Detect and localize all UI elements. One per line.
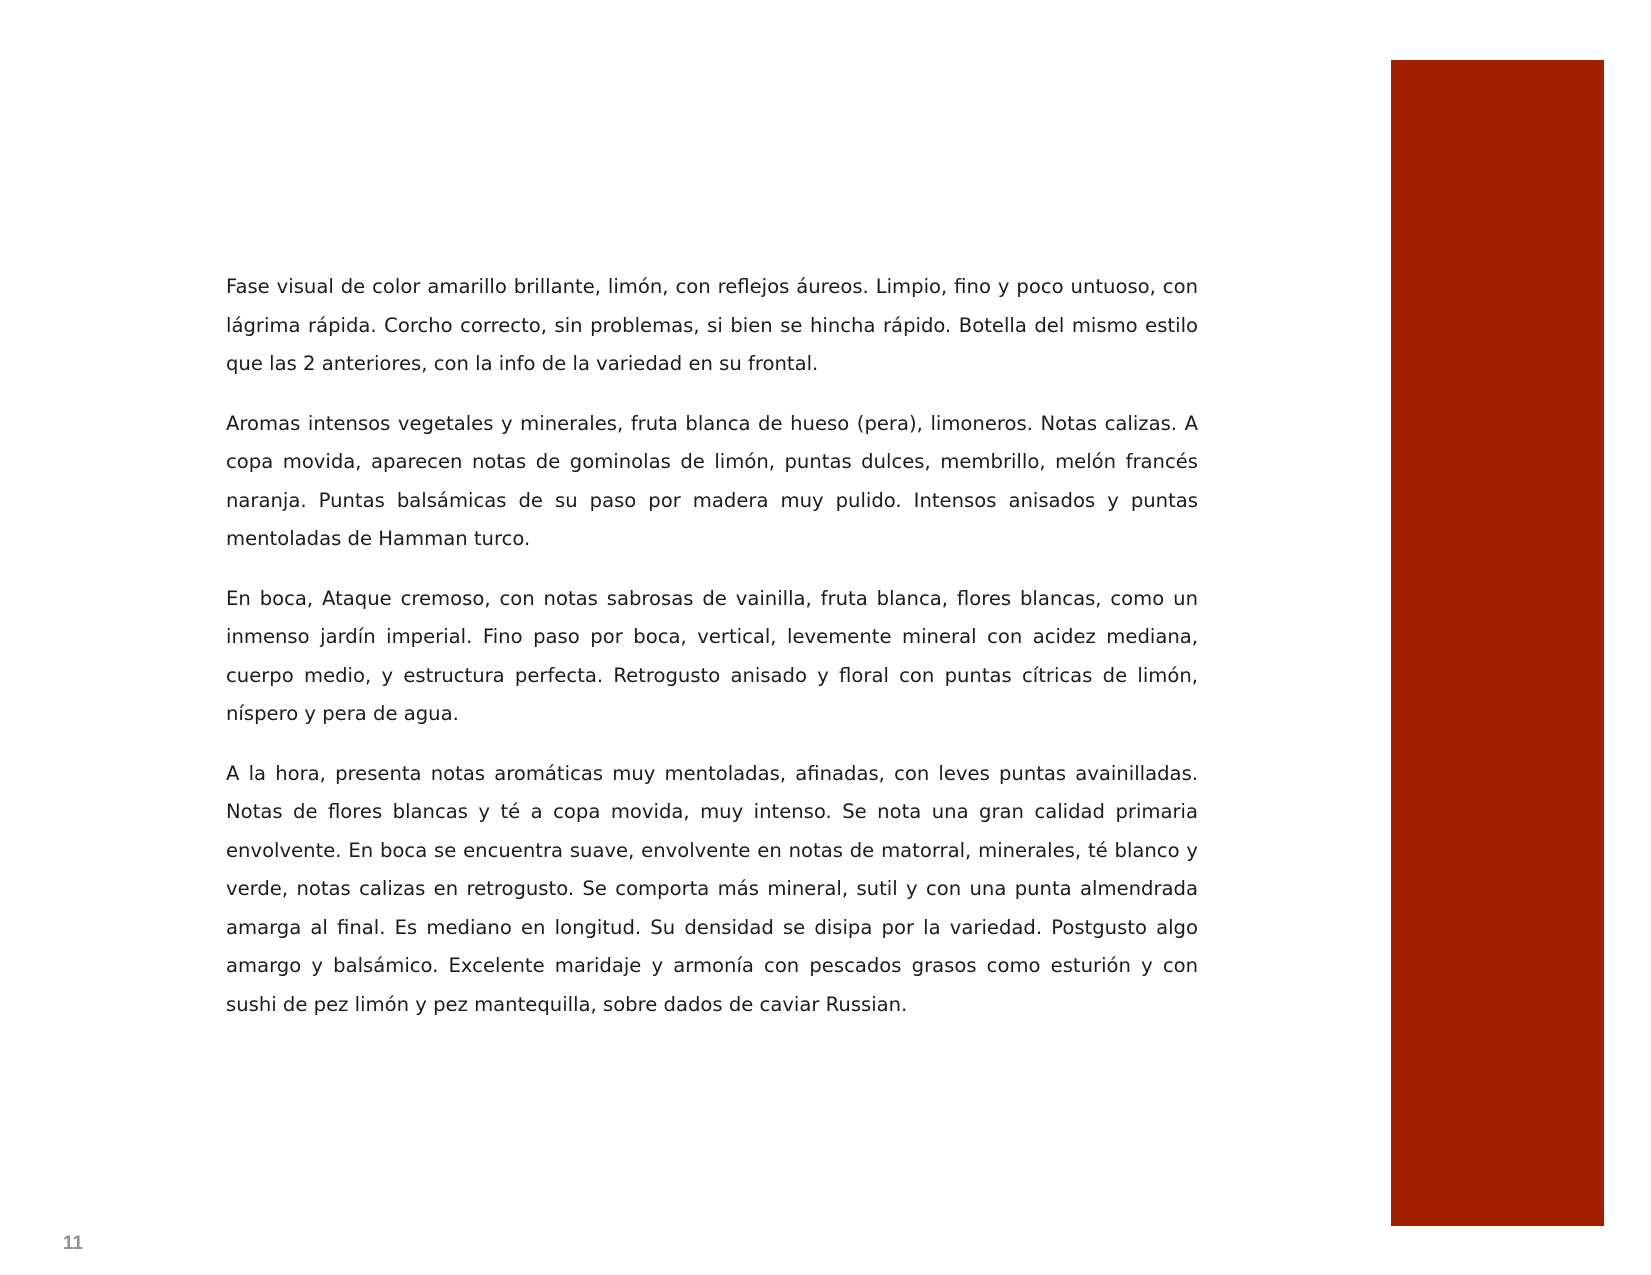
paragraph-a-la-hora: A la hora, presenta notas aromáticas muy mentoladas, afinadas, con leves puntas avainilladas. Notas de flores blancas y té a copa movida, muy intenso. Se nota una gran calidad primaria envolvente. En boca se encuentra suave, envolvente en notas de matorral, minerales, té blanco y verde, notas calizas en retrogusto. Se comporta más mineral, sutil y con una punta almendrada amarga al final. Es mediano en longitud. Su densidad se disipa por la variedad. Postgusto algo amargo y balsámico. Excelente maridaje y armonía con pescados grasos como esturión y con sushi de pez limón y pez mantequilla, sobre dados de caviar Russian. xyxy=(226,761,1198,1016)
page-number: 11 xyxy=(63,1233,84,1254)
decorative-side-bar xyxy=(1391,60,1604,1226)
paragraph-visual: Fase visual de color amarillo brillante, limón, con reflejos áureos. Limpio, fino y poco untuoso, con lágrima rápida. Corcho correcto, sin problemas, si bien se hincha rápido. Botella del mismo estilo que las 2 anteriores, con la info de la variedad en su frontal. xyxy=(226,275,1198,375)
paragraph-boca: En boca, Ataque cremoso, con notas sabrosas de vainilla, fruta blanca, flores blancas, como un inmenso jardín imperial. Fino paso por boca, vertical, levemente mineral con acidez mediana, cuerpo medio, y estructura perfecta. Retrogusto anisado y floral con puntas cítricas de limón, níspero y pera de agua. xyxy=(226,586,1198,725)
tasting-notes-body xyxy=(226,268,1198,1045)
paragraph-aromas: Aromas intensos vegetales y minerales, fruta blanca de hueso (pera), limoneros. Notas calizas. A copa movida, aparecen notas de gominolas de limón, puntas dulces, membrillo, melón francés naranja. Puntas balsámicas de su paso por madera muy pulido. Intensos anisados y puntas mentoladas de Hamman turco. xyxy=(226,411,1198,550)
